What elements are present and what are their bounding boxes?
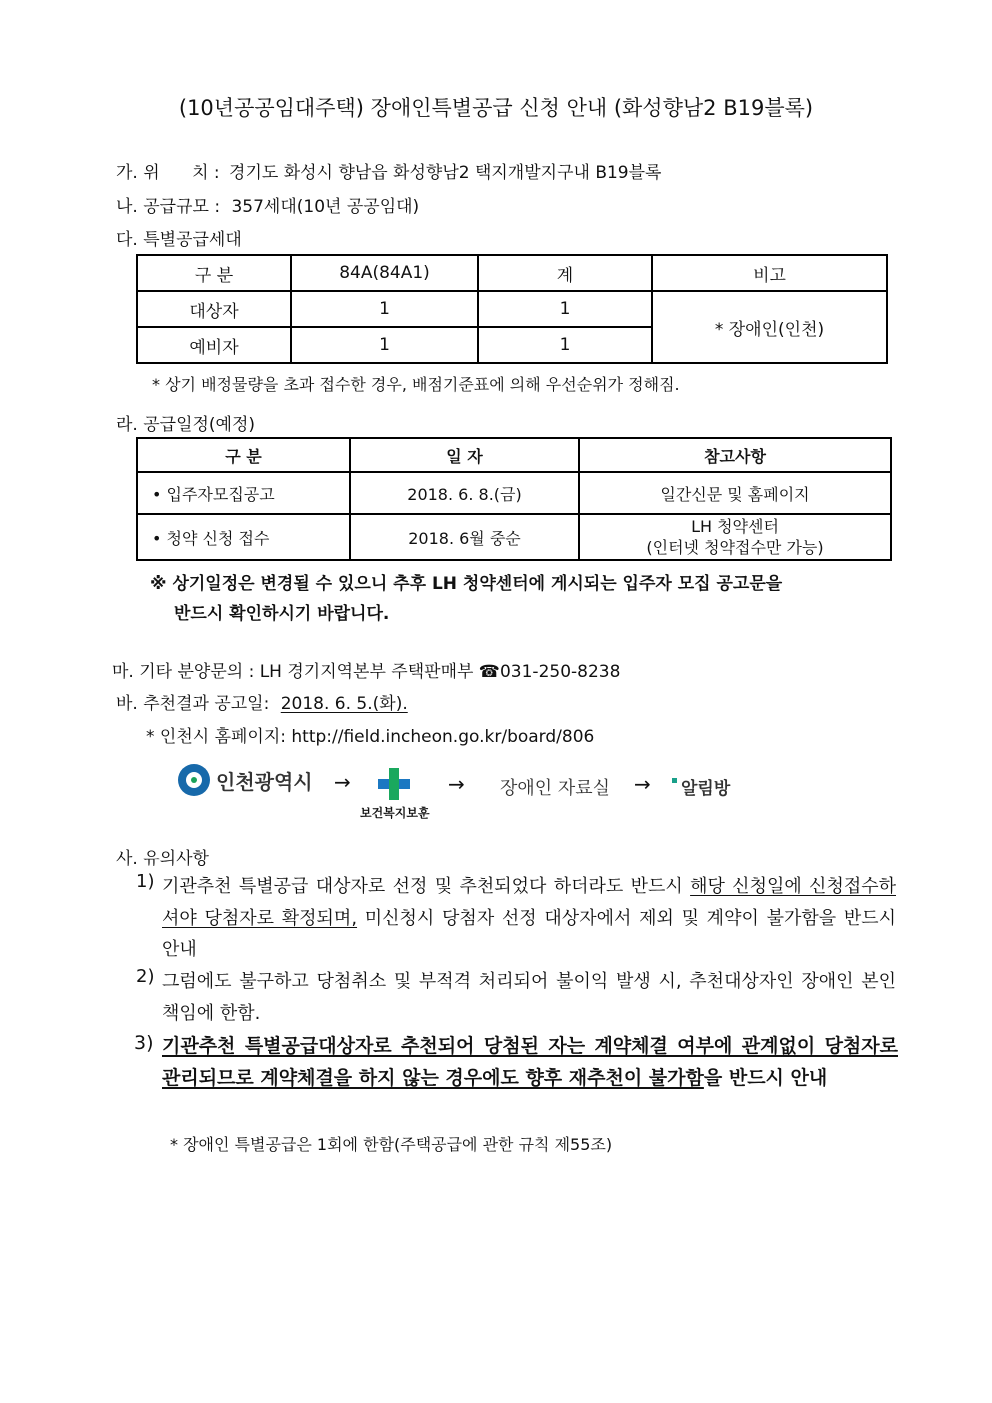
section-special-households: 다. 특별공급세대 (116, 230, 242, 250)
precaution-2-number: 2) (136, 966, 155, 987)
precaution-3-text: 을 반드시 안내 (703, 1067, 828, 1089)
section-inquiry-label: 마. 기타 분양문의 : (112, 662, 255, 682)
table-header-cell: 84A(84A1) (291, 255, 478, 291)
section-supply-scale (116, 192, 419, 217)
table-cell: 2018. 6월 중순 (350, 514, 579, 560)
table-cell-line: (인터넷 청약접수만 가능) (646, 538, 824, 557)
section-inquiry-text: LH 경기지역본부 주택판매부 ☎031-250-8238 (259, 662, 621, 682)
precaution-1-text-a: 기관추천 특별공급 대상자로 선정 및 추천되었다 하더라도 반드시 (162, 876, 691, 897)
table-cell (579, 514, 891, 560)
precaution-1-underlined: 해당 신청일에 신청접수하셔야 당첨자로 확정되며, (162, 876, 896, 929)
section-supply-scale-label: 나. 공급규모 : (116, 197, 221, 217)
precaution-1-text-b: 미신청시 당첨자 선정 대상자에서 제외 및 계약이 불가함을 반드시 안내 (162, 907, 897, 960)
table-row (137, 472, 891, 514)
arrow-icon: → (448, 772, 465, 796)
board-label-text: 알림방 (681, 779, 731, 799)
table-cell: 일간신문 및 홈페이지 (579, 472, 891, 514)
table-cell: • 청약 신청 접수 (137, 514, 350, 560)
table-cell: 2018. 6. 8.(금) (350, 472, 579, 514)
table-cell: 대상자 (137, 291, 291, 327)
table-cell: 1 (478, 327, 652, 363)
precaution-3 (162, 1030, 898, 1094)
schedule-notice-line1: ※ 상기일정은 변경될 수 있으니 추후 LH 청약센터에 게시되는 입주자 모집 공고문을 (150, 574, 783, 594)
section-schedule: 라. 공급일정(예정) (116, 415, 256, 435)
table-header-cell: 구 분 (137, 255, 291, 291)
section-precautions: 사. 유의사항 (116, 849, 209, 869)
section-supply-scale-text: 357세대(10년 공공임대) (231, 197, 420, 217)
board-label[interactable] (672, 774, 730, 799)
table-header-row (137, 255, 887, 291)
table-cell: • 입주자모집공고 (137, 472, 350, 514)
section-location-text: 경기도 화성시 향남읍 화성향남2 택지개발지구내 B19블록 (229, 163, 662, 183)
section-result-date-text: 2018. 6. 5.(화). (280, 694, 408, 714)
table-cell: 1 (291, 291, 478, 327)
arrow-icon: → (634, 772, 651, 796)
precaution-3-underlined: 기관추천 특별공급대상자로 추천되어 당첨된 자는 계약체결 여부에 관계없이 당첨자로 관리되므로 계약체결을 하지 않는 경우에도 향후 재추천이 불가함 (162, 1035, 898, 1089)
arrow-icon: → (334, 770, 351, 794)
table-cell-line: LH 청약센터 (691, 517, 779, 536)
table-remark-cell: * 장애인(인천) (652, 291, 887, 363)
incheon-logo (178, 764, 313, 796)
special-supply-table (136, 254, 888, 364)
table-header-row (137, 438, 891, 472)
section-result-date-label: 바. 추천결과 공고일: (116, 694, 270, 714)
bullet-icon (672, 778, 677, 783)
table-header-cell: 계 (478, 255, 652, 291)
precaution-3-number: 3) (134, 1032, 154, 1054)
data-room-label[interactable]: 장애인 자료실 (500, 778, 611, 799)
table-header-cell: 비고 (652, 255, 887, 291)
table-cell: 1 (478, 291, 652, 327)
homepage-link[interactable]: * 인천시 홈페이지: http://field.incheon.go.kr/board/806 (146, 727, 595, 747)
section-location (116, 158, 661, 183)
schedule-table (136, 437, 892, 561)
table-note: * 상기 배정물량을 초과 접수한 경우, 배점기준표에 의해 우선순위가 정해짐. (152, 375, 680, 394)
section-inquiry (112, 657, 620, 682)
page-title: (10년공공임대주택) 장애인특별공급 신청 안내 (화성향남2 B19블록) (178, 96, 814, 120)
schedule-notice-line2: 반드시 확인하시기 바랍니다. (174, 604, 390, 624)
incheon-logo-text: 인천광역시 (216, 769, 313, 794)
section-result-date (116, 689, 408, 714)
table-row (137, 514, 891, 560)
footnote: * 장애인 특별공급은 1회에 한함(주택공급에 관한 규칙 제55조) (170, 1135, 613, 1154)
table-cell: 1 (291, 327, 478, 363)
ministry-label: 보건복지보훈 (360, 806, 430, 820)
table-cell: 예비자 (137, 327, 291, 363)
incheon-emblem-icon (178, 764, 210, 796)
table-header-cell: 일 자 (350, 438, 579, 472)
section-location-label: 가. 위 치 : (116, 163, 220, 183)
table-row (137, 291, 887, 327)
table-header-cell: 구 분 (137, 438, 350, 472)
table-header-cell: 참고사항 (579, 438, 891, 472)
precaution-1-number: 1) (136, 871, 155, 892)
precaution-2: 그럼에도 불구하고 당첨취소 및 부적격 처리되어 불이익 발생 시, 추천대상자인 장애인 본인 책임에 한함. (162, 971, 896, 1024)
precaution-1 (162, 871, 896, 966)
health-cross-icon (378, 768, 410, 800)
